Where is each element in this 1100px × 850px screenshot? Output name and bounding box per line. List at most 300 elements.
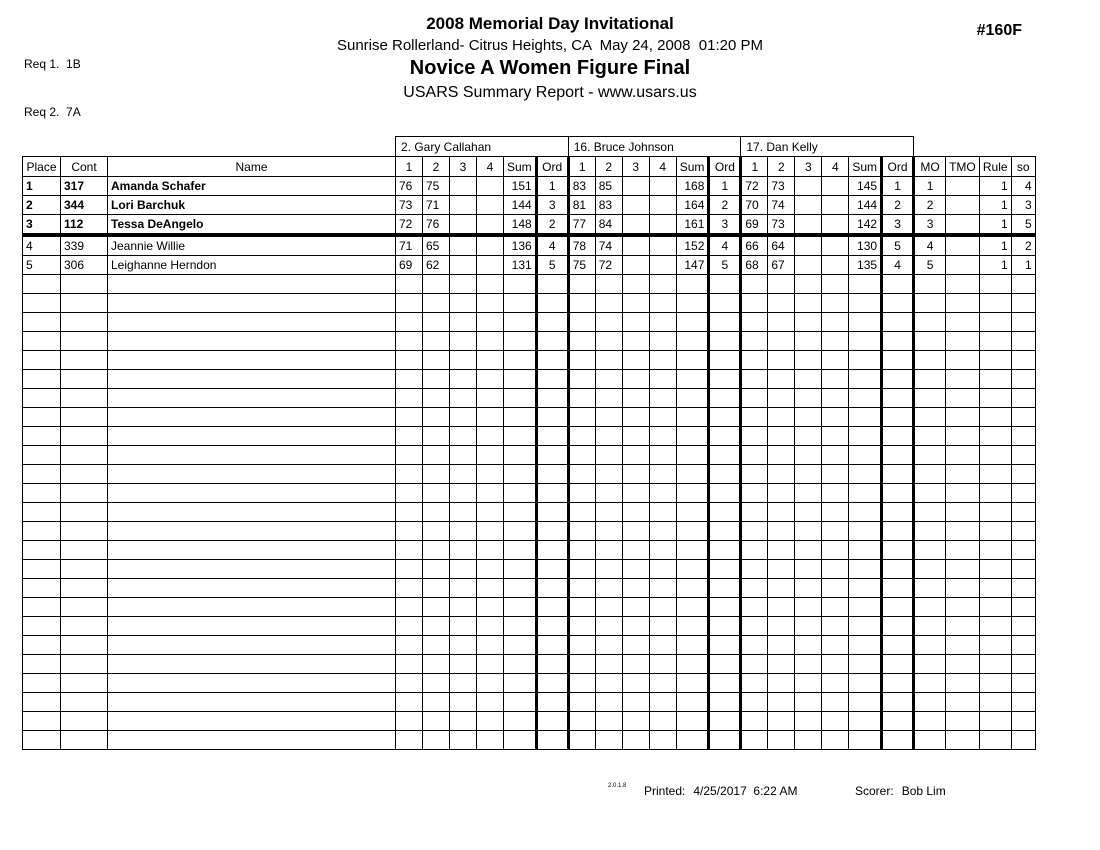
judge3-ord-cell <box>882 332 914 351</box>
mo-cell: 1 <box>914 177 946 196</box>
skater-name-cell <box>108 712 396 731</box>
place-cell <box>23 351 61 370</box>
judge3-ord-cell <box>882 693 914 712</box>
place-cell <box>23 389 61 408</box>
judge2-score-4-cell <box>649 693 676 712</box>
empty-row <box>23 408 1036 427</box>
judge1-sum-cell: 144 <box>504 196 537 215</box>
so-cell <box>1011 313 1035 332</box>
judge3-score-2-cell <box>768 294 795 313</box>
judge1-sum-cell <box>504 636 537 655</box>
judge1-ord-cell <box>536 275 568 294</box>
empty-row <box>23 579 1036 598</box>
judge2-score-2-cell <box>595 332 622 351</box>
col-header-judge2-sum: Sum <box>676 157 709 177</box>
judge2-score-1-cell <box>568 389 595 408</box>
col-header-name: Name <box>108 157 396 177</box>
judge3-score-4-cell <box>822 484 849 503</box>
judge2-score-2-cell <box>595 351 622 370</box>
judge2-score-2-cell <box>595 427 622 446</box>
tmo-cell <box>946 674 980 693</box>
judge1-score-4-cell <box>477 636 504 655</box>
judge3-ord-cell <box>882 313 914 332</box>
so-cell: 4 <box>1011 177 1035 196</box>
judge3-sum-cell: 145 <box>849 177 882 196</box>
place-cell <box>23 313 61 332</box>
skater-name-cell <box>108 389 396 408</box>
judge1-score-2-cell: 62 <box>423 256 450 275</box>
judge2-sum-cell <box>676 560 709 579</box>
judge1-score-1-cell <box>396 332 423 351</box>
contestant-number-cell: 112 <box>61 215 108 236</box>
judge1-score-3-cell <box>450 235 477 256</box>
contestant-number-cell <box>61 693 108 712</box>
judge1-score-4-cell <box>477 370 504 389</box>
judge2-score-3-cell <box>622 313 649 332</box>
mo-cell <box>914 332 946 351</box>
judge1-score-1-cell <box>396 693 423 712</box>
mo-cell <box>914 275 946 294</box>
judge2-ord-cell <box>709 503 741 522</box>
contestant-number-cell <box>61 332 108 351</box>
judge3-score-1-cell: 69 <box>741 215 768 236</box>
judge1-ord-cell: 5 <box>536 256 568 275</box>
mo-cell: 5 <box>914 256 946 275</box>
judge2-ord-cell: 3 <box>709 215 741 236</box>
judge2-score-3-cell <box>622 674 649 693</box>
judge1-score-2-cell <box>423 636 450 655</box>
place-cell: 5 <box>23 256 61 275</box>
event-title: Novice A Women Figure Final <box>409 57 691 79</box>
place-cell <box>23 370 61 389</box>
judge2-ord-cell <box>709 484 741 503</box>
judge3-score-2-cell <box>768 579 795 598</box>
judge3-score-2-cell <box>768 674 795 693</box>
judge3-score-4-cell <box>822 370 849 389</box>
judge1-score-1-cell <box>396 655 423 674</box>
judge1-sum-cell <box>504 351 537 370</box>
judge2-score-4-cell <box>649 503 676 522</box>
judge3-score-3-cell <box>795 617 822 636</box>
tmo-cell <box>946 465 980 484</box>
skater-name-cell <box>108 522 396 541</box>
judge2-score-1-cell <box>568 503 595 522</box>
judge2-score-2-cell <box>595 560 622 579</box>
place-cell <box>23 693 61 712</box>
judge3-ord-cell: 3 <box>882 215 914 236</box>
judge1-score-1-cell: 76 <box>396 177 423 196</box>
judge2-score-4-cell <box>649 351 676 370</box>
judge1-score-3-cell <box>450 674 477 693</box>
judge1-sum-cell <box>504 484 537 503</box>
judge1-ord-cell <box>536 370 568 389</box>
rule-cell <box>979 731 1011 750</box>
judge2-score-4-cell <box>649 427 676 446</box>
judge1-score-1-cell: 73 <box>396 196 423 215</box>
scorer-label: Scorer: <box>855 784 894 798</box>
judge2-score-3-cell <box>622 655 649 674</box>
report-footer <box>22 782 1032 800</box>
judge3-score-4-cell <box>822 235 849 256</box>
judge1-score-2-cell <box>423 351 450 370</box>
col-header-rule: Rule <box>979 157 1011 177</box>
mo-cell <box>914 674 946 693</box>
judge1-score-3-cell <box>450 196 477 215</box>
judge1-score-4-cell <box>477 351 504 370</box>
skater-name-cell: Tessa DeAngelo <box>108 215 396 236</box>
judge3-score-4-cell <box>822 636 849 655</box>
so-cell <box>1011 294 1035 313</box>
judge1-score-1-cell <box>396 427 423 446</box>
judge1-ord-cell: 4 <box>536 235 568 256</box>
rule-cell <box>979 370 1011 389</box>
judge1-ord-cell <box>536 484 568 503</box>
judge3-sum-cell: 144 <box>849 196 882 215</box>
judge3-ord-cell <box>882 389 914 408</box>
judge3-score-4-cell <box>822 389 849 408</box>
table-row <box>23 256 1036 275</box>
judge3-sum-cell <box>849 693 882 712</box>
tmo-cell <box>946 389 980 408</box>
tmo-cell <box>946 313 980 332</box>
judge1-ord-cell <box>536 503 568 522</box>
judge3-sum-cell <box>849 541 882 560</box>
judge1-score-3-cell <box>450 256 477 275</box>
judge2-score-4-cell <box>649 294 676 313</box>
judge2-score-2-cell <box>595 693 622 712</box>
judge2-score-4-cell <box>649 674 676 693</box>
judge2-score-3-cell <box>622 389 649 408</box>
judge1-score-3-cell <box>450 465 477 484</box>
contestant-number-cell <box>61 731 108 750</box>
judge3-score-4-cell <box>822 560 849 579</box>
contestant-number-cell <box>61 484 108 503</box>
judge3-score-4-cell <box>822 215 849 236</box>
judge1-score-2-cell: 75 <box>423 177 450 196</box>
tmo-cell <box>946 541 980 560</box>
judge1-score-1-cell <box>396 522 423 541</box>
judge2-score-4-cell <box>649 332 676 351</box>
judge3-score-3-cell <box>795 693 822 712</box>
judge2-score-4-cell <box>649 313 676 332</box>
judge1-score-3-cell <box>450 215 477 236</box>
judge3-score-2-cell <box>768 522 795 541</box>
judge2-sum-cell: 168 <box>676 177 709 196</box>
so-cell <box>1011 275 1035 294</box>
judge1-sum-cell <box>504 598 537 617</box>
judge2-ord-cell <box>709 313 741 332</box>
judge3-sum-cell <box>849 522 882 541</box>
judge3-score-2-cell <box>768 332 795 351</box>
contestant-number-cell <box>61 712 108 731</box>
judge2-score-4-cell <box>649 731 676 750</box>
col-header-judge2-3: 3 <box>622 157 649 177</box>
so-cell: 5 <box>1011 215 1035 236</box>
judge3-ord-cell: 5 <box>882 235 914 256</box>
judge-header-row <box>23 137 1036 157</box>
skater-name-cell <box>108 636 396 655</box>
printed-line <box>644 784 797 798</box>
judge1-sum-cell: 151 <box>504 177 537 196</box>
judge2-score-3-cell <box>622 275 649 294</box>
contestant-number-cell: 317 <box>61 177 108 196</box>
judge1-sum-cell <box>504 541 537 560</box>
judge2-score-1-cell: 75 <box>568 256 595 275</box>
judge1-score-1-cell: 72 <box>396 215 423 236</box>
rule-cell <box>979 655 1011 674</box>
judge3-sum-cell <box>849 598 882 617</box>
judge3-score-4-cell <box>822 446 849 465</box>
judge3-ord-cell <box>882 636 914 655</box>
judge3-score-4-cell <box>822 541 849 560</box>
judge1-score-2-cell <box>423 332 450 351</box>
judge2-score-1-cell: 81 <box>568 196 595 215</box>
contestant-number-cell: 344 <box>61 196 108 215</box>
judge2-score-4-cell <box>649 235 676 256</box>
mo-cell <box>914 465 946 484</box>
judge3-sum-cell: 135 <box>849 256 882 275</box>
judge1-score-2-cell <box>423 579 450 598</box>
judge2-ord-cell <box>709 408 741 427</box>
judge3-score-4-cell <box>822 693 849 712</box>
judge2-sum-cell <box>676 332 709 351</box>
judge3-sum-cell <box>849 731 882 750</box>
judge3-score-4-cell <box>822 408 849 427</box>
skater-name-cell: Leighanne Herndon <box>108 256 396 275</box>
judge2-score-4-cell <box>649 408 676 427</box>
judge2-ord-cell <box>709 541 741 560</box>
empty-row <box>23 389 1036 408</box>
judge3-ord-cell <box>882 579 914 598</box>
place-cell: 2 <box>23 196 61 215</box>
judge1-score-3-cell <box>450 294 477 313</box>
col-header-judge3-sum: Sum <box>849 157 882 177</box>
judge2-sum-cell <box>676 522 709 541</box>
place-cell <box>23 712 61 731</box>
mo-cell <box>914 731 946 750</box>
contestant-number-cell <box>61 598 108 617</box>
mo-cell <box>914 427 946 446</box>
judge1-score-2-cell <box>423 465 450 484</box>
skater-name-cell <box>108 408 396 427</box>
judge3-score-1-cell <box>741 731 768 750</box>
judge3-score-2-cell <box>768 484 795 503</box>
rule-cell <box>979 522 1011 541</box>
judge-header-2: 16. Bruce Johnson <box>568 137 741 157</box>
judge1-sum-cell <box>504 313 537 332</box>
mo-cell <box>914 294 946 313</box>
skater-name-cell <box>108 560 396 579</box>
judge3-score-2-cell <box>768 275 795 294</box>
judge1-score-4-cell <box>477 693 504 712</box>
report-type-line: USARS Summary Report - www.usars.us <box>403 84 697 101</box>
judge2-score-1-cell <box>568 427 595 446</box>
place-cell <box>23 598 61 617</box>
empty-row <box>23 598 1036 617</box>
judge3-score-2-cell <box>768 541 795 560</box>
judge2-score-1-cell <box>568 294 595 313</box>
judge3-sum-cell <box>849 484 882 503</box>
judge2-score-4-cell <box>649 655 676 674</box>
judge3-score-1-cell <box>741 332 768 351</box>
judge1-score-2-cell: 76 <box>423 215 450 236</box>
judge2-score-1-cell <box>568 522 595 541</box>
judge2-ord-cell <box>709 579 741 598</box>
judge3-score-3-cell <box>795 465 822 484</box>
judge1-score-2-cell <box>423 522 450 541</box>
so-cell: 2 <box>1011 235 1035 256</box>
judge2-sum-cell <box>676 636 709 655</box>
report-header <box>0 14 1100 102</box>
judge2-sum-cell <box>676 408 709 427</box>
judge1-score-2-cell <box>423 275 450 294</box>
mo-cell <box>914 446 946 465</box>
skater-name-cell <box>108 275 396 294</box>
judge2-score-4-cell <box>649 579 676 598</box>
tmo-cell <box>946 655 980 674</box>
judge1-sum-cell <box>504 503 537 522</box>
judge1-score-3-cell <box>450 408 477 427</box>
judge3-sum-cell: 130 <box>849 235 882 256</box>
rule-cell <box>979 313 1011 332</box>
judge2-score-2-cell <box>595 313 622 332</box>
mo-cell <box>914 351 946 370</box>
tmo-cell <box>946 196 980 215</box>
mo-cell: 3 <box>914 215 946 236</box>
judge2-ord-cell <box>709 693 741 712</box>
judge2-score-4-cell <box>649 370 676 389</box>
judge3-score-3-cell <box>795 177 822 196</box>
event-number: #160F <box>976 22 1022 39</box>
judge2-sum-cell <box>676 503 709 522</box>
judge1-ord-cell: 3 <box>536 196 568 215</box>
rule-cell <box>979 427 1011 446</box>
scorer-line <box>855 784 946 798</box>
judge2-sum-cell <box>676 313 709 332</box>
judge1-ord-cell <box>536 674 568 693</box>
judge3-sum-cell <box>849 674 882 693</box>
judge1-sum-cell <box>504 446 537 465</box>
place-cell <box>23 636 61 655</box>
judge1-sum-cell <box>504 712 537 731</box>
table-row <box>23 235 1036 256</box>
judge1-ord-cell <box>536 389 568 408</box>
version-text: 2.0.1.8 <box>608 783 627 789</box>
place-cell: 1 <box>23 177 61 196</box>
contestant-number-cell <box>61 655 108 674</box>
judge1-ord-cell <box>536 712 568 731</box>
empty-row <box>23 541 1036 560</box>
mo-cell <box>914 636 946 655</box>
judge3-sum-cell <box>849 446 882 465</box>
judge1-score-1-cell <box>396 712 423 731</box>
judge1-sum-cell <box>504 294 537 313</box>
judge3-score-3-cell <box>795 541 822 560</box>
judge1-score-3-cell <box>450 275 477 294</box>
judge1-score-1-cell <box>396 484 423 503</box>
judge1-score-4-cell <box>477 503 504 522</box>
empty-row <box>23 446 1036 465</box>
so-cell <box>1011 503 1035 522</box>
spacer-cell <box>23 137 396 157</box>
judge1-score-3-cell <box>450 177 477 196</box>
judge1-score-2-cell <box>423 598 450 617</box>
so-cell <box>1011 351 1035 370</box>
judge2-sum-cell <box>676 465 709 484</box>
judge3-score-2-cell <box>768 313 795 332</box>
judge2-score-2-cell <box>595 655 622 674</box>
judge3-score-4-cell <box>822 503 849 522</box>
judge2-ord-cell <box>709 598 741 617</box>
judge2-ord-cell <box>709 275 741 294</box>
empty-row <box>23 313 1036 332</box>
judge3-score-2-cell <box>768 598 795 617</box>
empty-row <box>23 427 1036 446</box>
judge2-score-2-cell <box>595 731 622 750</box>
judge2-score-1-cell <box>568 370 595 389</box>
judge3-sum-cell <box>849 408 882 427</box>
judge3-score-2-cell: 74 <box>768 196 795 215</box>
skater-name-cell <box>108 579 396 598</box>
judge1-score-1-cell <box>396 560 423 579</box>
judge3-score-2-cell <box>768 503 795 522</box>
judge2-score-2-cell <box>595 522 622 541</box>
tmo-cell <box>946 522 980 541</box>
judge1-score-2-cell <box>423 712 450 731</box>
judge2-score-2-cell <box>595 579 622 598</box>
so-cell <box>1011 408 1035 427</box>
place-cell: 3 <box>23 215 61 236</box>
judge3-score-2-cell <box>768 560 795 579</box>
judge2-score-3-cell <box>622 693 649 712</box>
judge2-score-2-cell: 84 <box>595 215 622 236</box>
place-cell <box>23 427 61 446</box>
rule-cell <box>979 389 1011 408</box>
skater-name-cell <box>108 484 396 503</box>
judge1-score-2-cell <box>423 446 450 465</box>
col-header-judge1-sum: Sum <box>504 157 537 177</box>
judge1-score-3-cell <box>450 503 477 522</box>
contestant-number-cell <box>61 275 108 294</box>
column-header-row <box>23 157 1036 177</box>
judge3-sum-cell <box>849 313 882 332</box>
place-cell <box>23 731 61 750</box>
judge2-sum-cell <box>676 617 709 636</box>
skater-name-cell <box>108 427 396 446</box>
judge3-ord-cell <box>882 484 914 503</box>
judge1-score-4-cell <box>477 332 504 351</box>
judge2-sum-cell: 161 <box>676 215 709 236</box>
rule-cell <box>979 275 1011 294</box>
judge1-score-1-cell <box>396 598 423 617</box>
judge3-ord-cell <box>882 503 914 522</box>
judge3-score-2-cell <box>768 693 795 712</box>
judge2-ord-cell <box>709 294 741 313</box>
mo-cell: 2 <box>914 196 946 215</box>
judge3-score-2-cell <box>768 408 795 427</box>
contestant-number-cell <box>61 541 108 560</box>
judge3-score-4-cell <box>822 294 849 313</box>
judge3-score-2-cell <box>768 712 795 731</box>
rule-cell <box>979 351 1011 370</box>
judge3-score-4-cell <box>822 617 849 636</box>
empty-row <box>23 370 1036 389</box>
col-header-judge2-2: 2 <box>595 157 622 177</box>
judge2-ord-cell <box>709 636 741 655</box>
judge1-ord-cell <box>536 598 568 617</box>
judge2-score-3-cell <box>622 332 649 351</box>
judge1-sum-cell: 136 <box>504 235 537 256</box>
